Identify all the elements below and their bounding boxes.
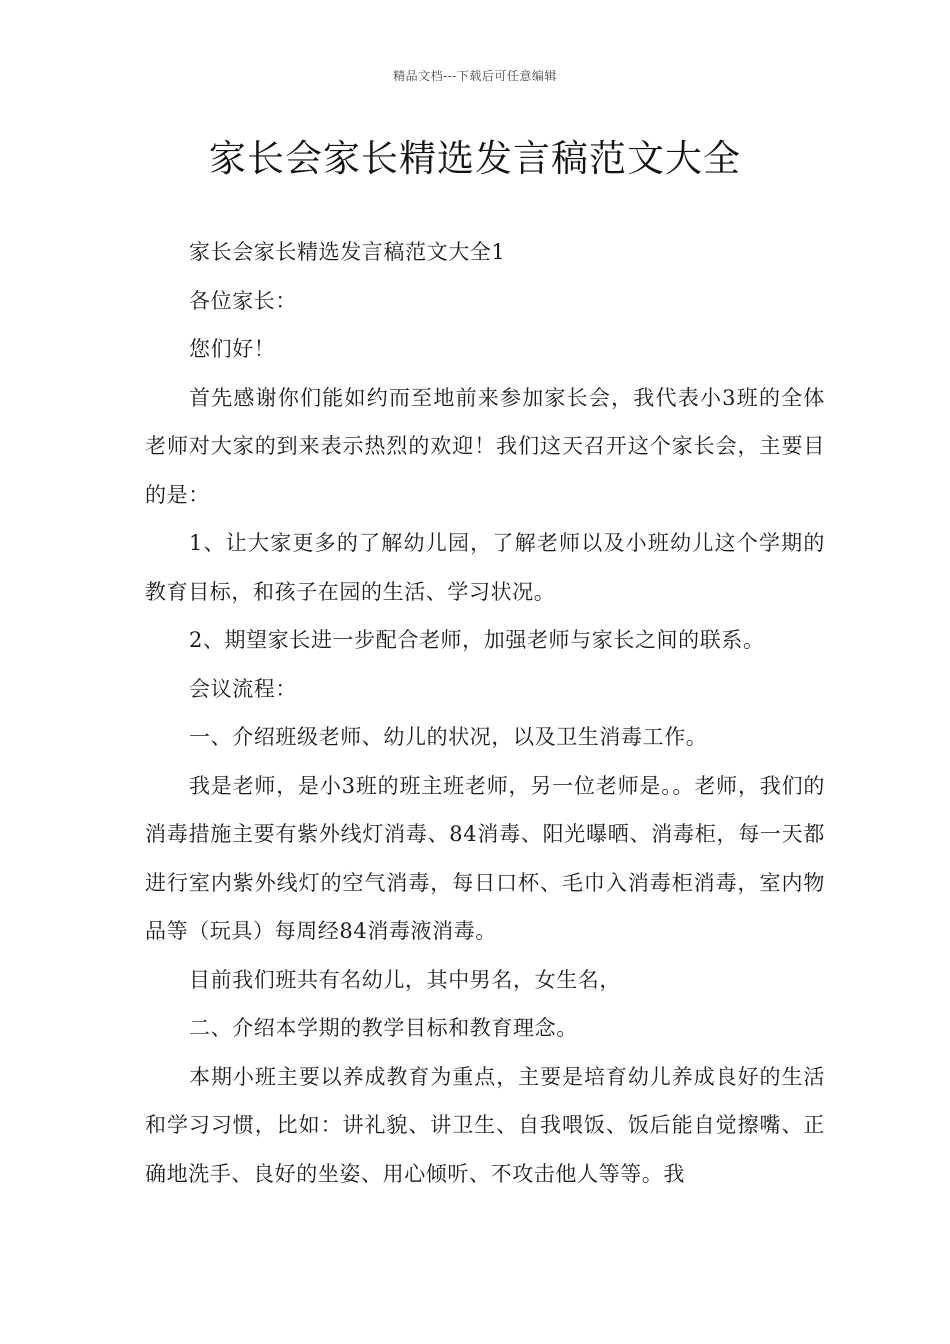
paragraph: 会议流程： [189,676,297,701]
paragraph: 二、介绍本学期的教学目标和教育理念。 [189,1016,578,1040]
document-body [145,228,825,1198]
section-heading: 家长会家长精选发言稿范文大全1 [189,240,506,264]
paragraph: 2、期望家长进一步配合老师，加强老师与家长之间的联系。 [189,628,765,652]
document-title: 家长会家长精选发言稿范文大全 [209,137,741,180]
paragraph: 我是老师，是小3班的班主班老师，另一位老师是。。老师，我们的消毒措施主要有紫外线灯消毒、84消毒、阳光曝晒、消毒柜，每一天都进行室内紫外线灯的空气消毒，每日口杯、毛巾入消毒柜消毒，室内物品等（玩具）每周经84消毒液消毒。 [145,773,825,943]
paragraph: 本期小班主要以养成教育为重点，主要是培育幼儿养成良好的生活和学习习惯，比如：讲礼貌、讲卫生、自我喂饭、饭后能自觉擦嘴、正确地洗手、良好的坐姿、用心倾听、不攻击他人等等。我 [145,1064,825,1186]
paragraph: 1、让大家更多的了解幼儿园，了解老师以及小班幼儿这个学期的教育目标，和孩子在园的生活、学习状况。 [145,531,825,604]
header-note: 精品文档---下载后可任意编辑 [393,69,557,83]
salutation: 各位家长： [189,288,297,313]
paragraph: 首先感谢你们能如约而至地前来参加家长会，我代表小3班的全体老师对大家的到来表示热烈的欢迎！我们这天召开这个家长会，主要目的是： [145,385,825,507]
paragraph: 目前我们班共有名幼儿，其中男名，女生名， [189,967,621,992]
paragraph: 一、介绍班级老师、幼儿的状况，以及卫生消毒工作。 [189,725,708,749]
greeting: 您们好！ [189,337,276,361]
